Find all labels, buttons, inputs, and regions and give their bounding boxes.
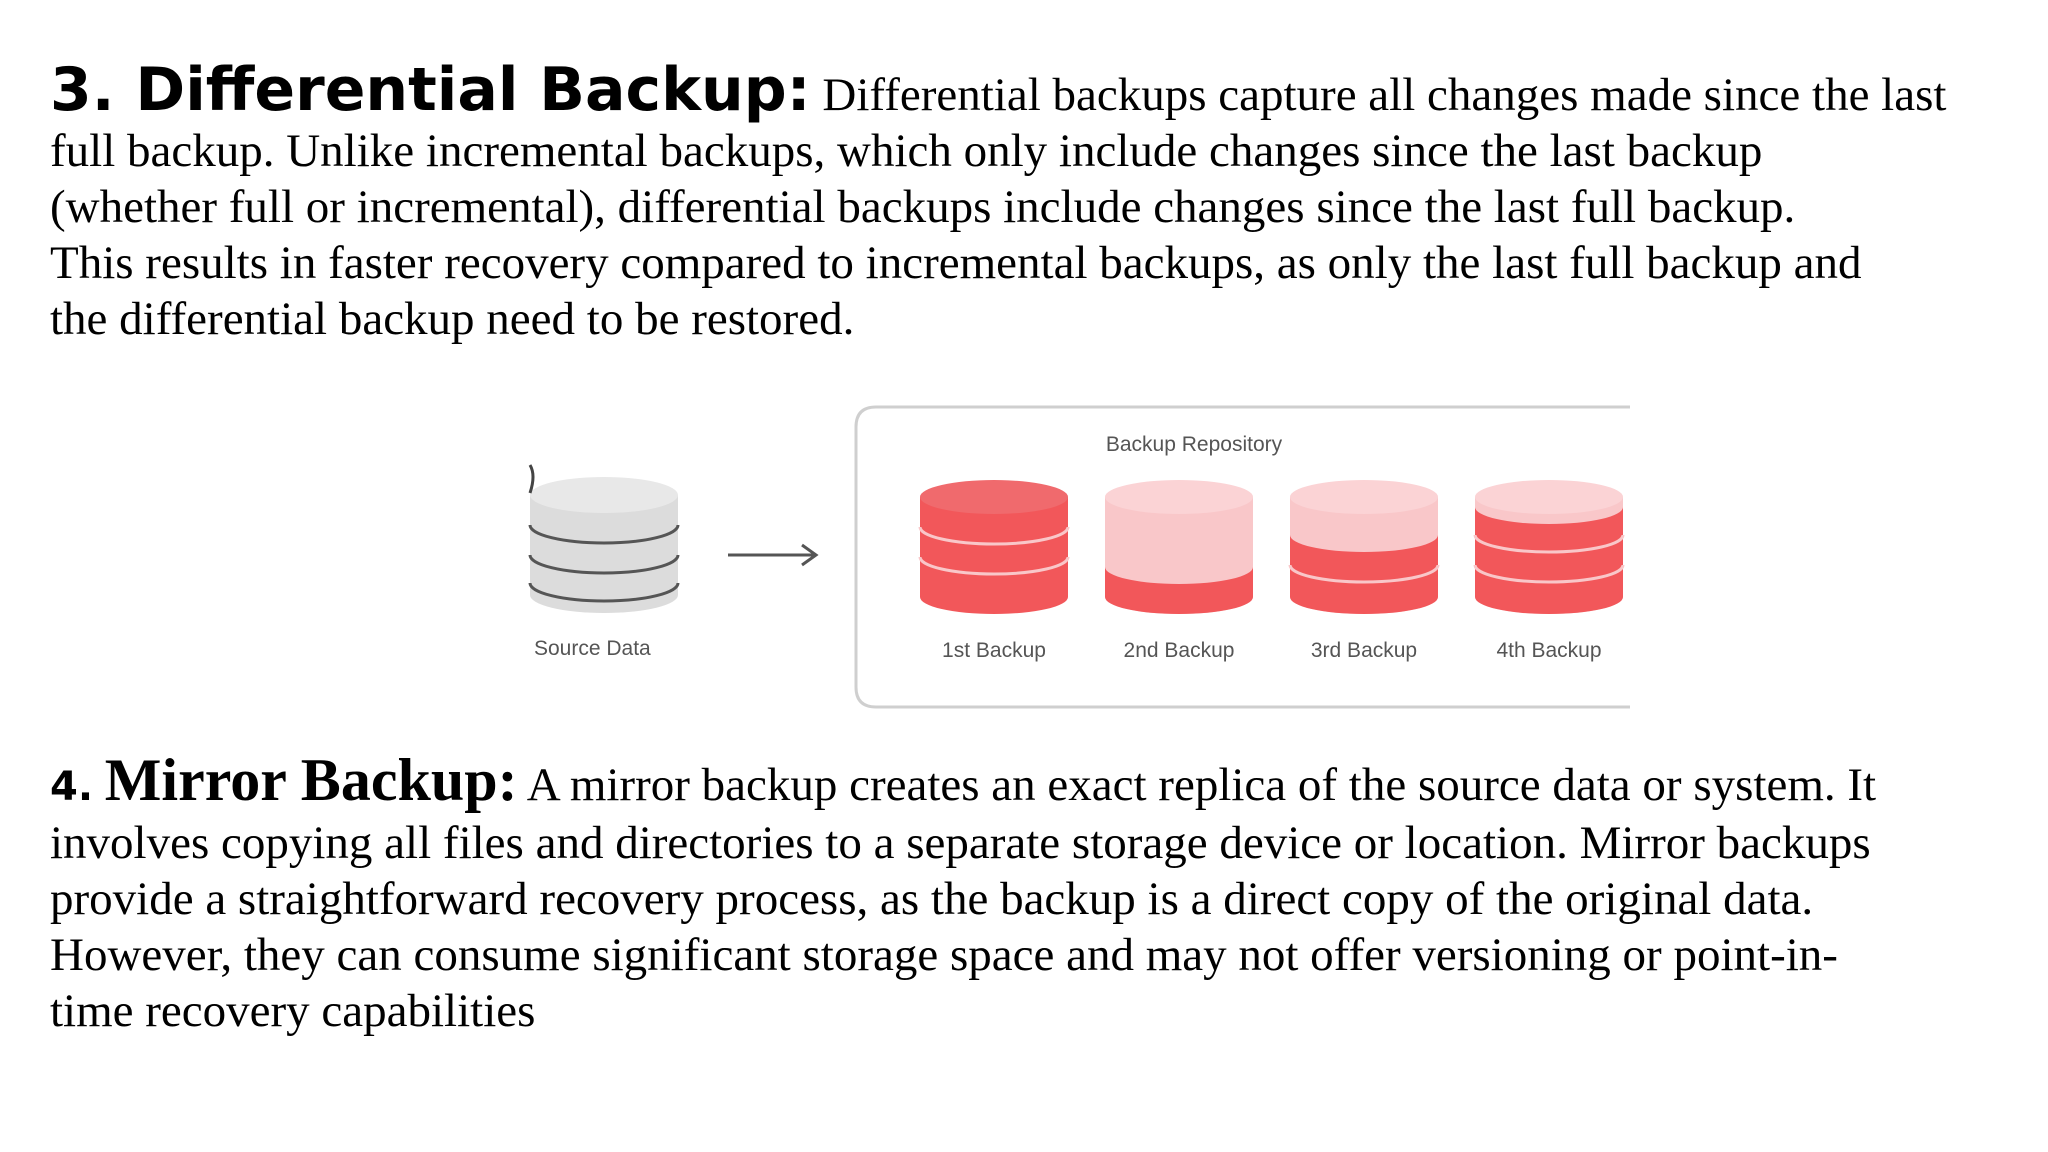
section-differential-backup <box>50 55 2040 347</box>
second-backup-icon <box>1105 480 1253 614</box>
source-data-label: Source Data <box>534 637 651 660</box>
section-4-text-line: involves copying all files and directories to a separate storage device or location. Mirror backups <box>50 817 1871 869</box>
first-backup-label: 1st Backup <box>942 639 1046 662</box>
source-data-icon <box>530 465 678 613</box>
section-4-text-line: provide a straightforward recovery process, as the backup is a direct copy of the original data. <box>50 873 1814 925</box>
section-3-text-line: (whether full or incremental), differential backups include changes since the last full backup. <box>50 181 1796 233</box>
backup-repository-label: Backup Repository <box>1105 433 1283 456</box>
section-3-text-line: the differential backup need to be restored. <box>50 293 855 345</box>
section-3-text-line: This results in faster recovery compared to incremental backups, as only the last full backup and <box>50 237 1862 289</box>
section-4-text-line: time recovery capabilities <box>50 985 536 1037</box>
differential-backup-diagram <box>520 395 1640 725</box>
third-backup-label: 3rd Backup <box>1310 639 1418 662</box>
first-backup-icon <box>920 480 1068 614</box>
arrow-right-icon <box>728 545 816 565</box>
section-4-heading: Mirror Backup: <box>104 747 518 813</box>
section-4-text-line: A mirror backup creates an exact replica of the source data or system. It <box>526 759 1877 811</box>
section-3-text-line: full backup. Unlike incremental backups, which only include changes since the last backup <box>50 125 1763 177</box>
section-3-text-line: Differential backups capture all changes made since the last <box>822 69 1947 121</box>
section-3-heading: 3. Differential Backup: <box>50 55 811 125</box>
section-3-first-line <box>50 55 2040 125</box>
fourth-backup-label: 4th Backup <box>1496 639 1602 662</box>
section-4-first-line <box>50 747 2040 815</box>
diagram-svg <box>520 395 1640 725</box>
section-4-text-line: However, they can consume significant storage space and may not offer versioning or point-in- <box>50 929 1838 981</box>
fourth-backup-icon <box>1475 480 1623 614</box>
section-4-number: 4. <box>50 764 94 810</box>
third-backup-icon <box>1290 480 1438 614</box>
second-backup-label: 2nd Backup <box>1123 639 1235 662</box>
section-mirror-backup <box>50 747 2040 1039</box>
